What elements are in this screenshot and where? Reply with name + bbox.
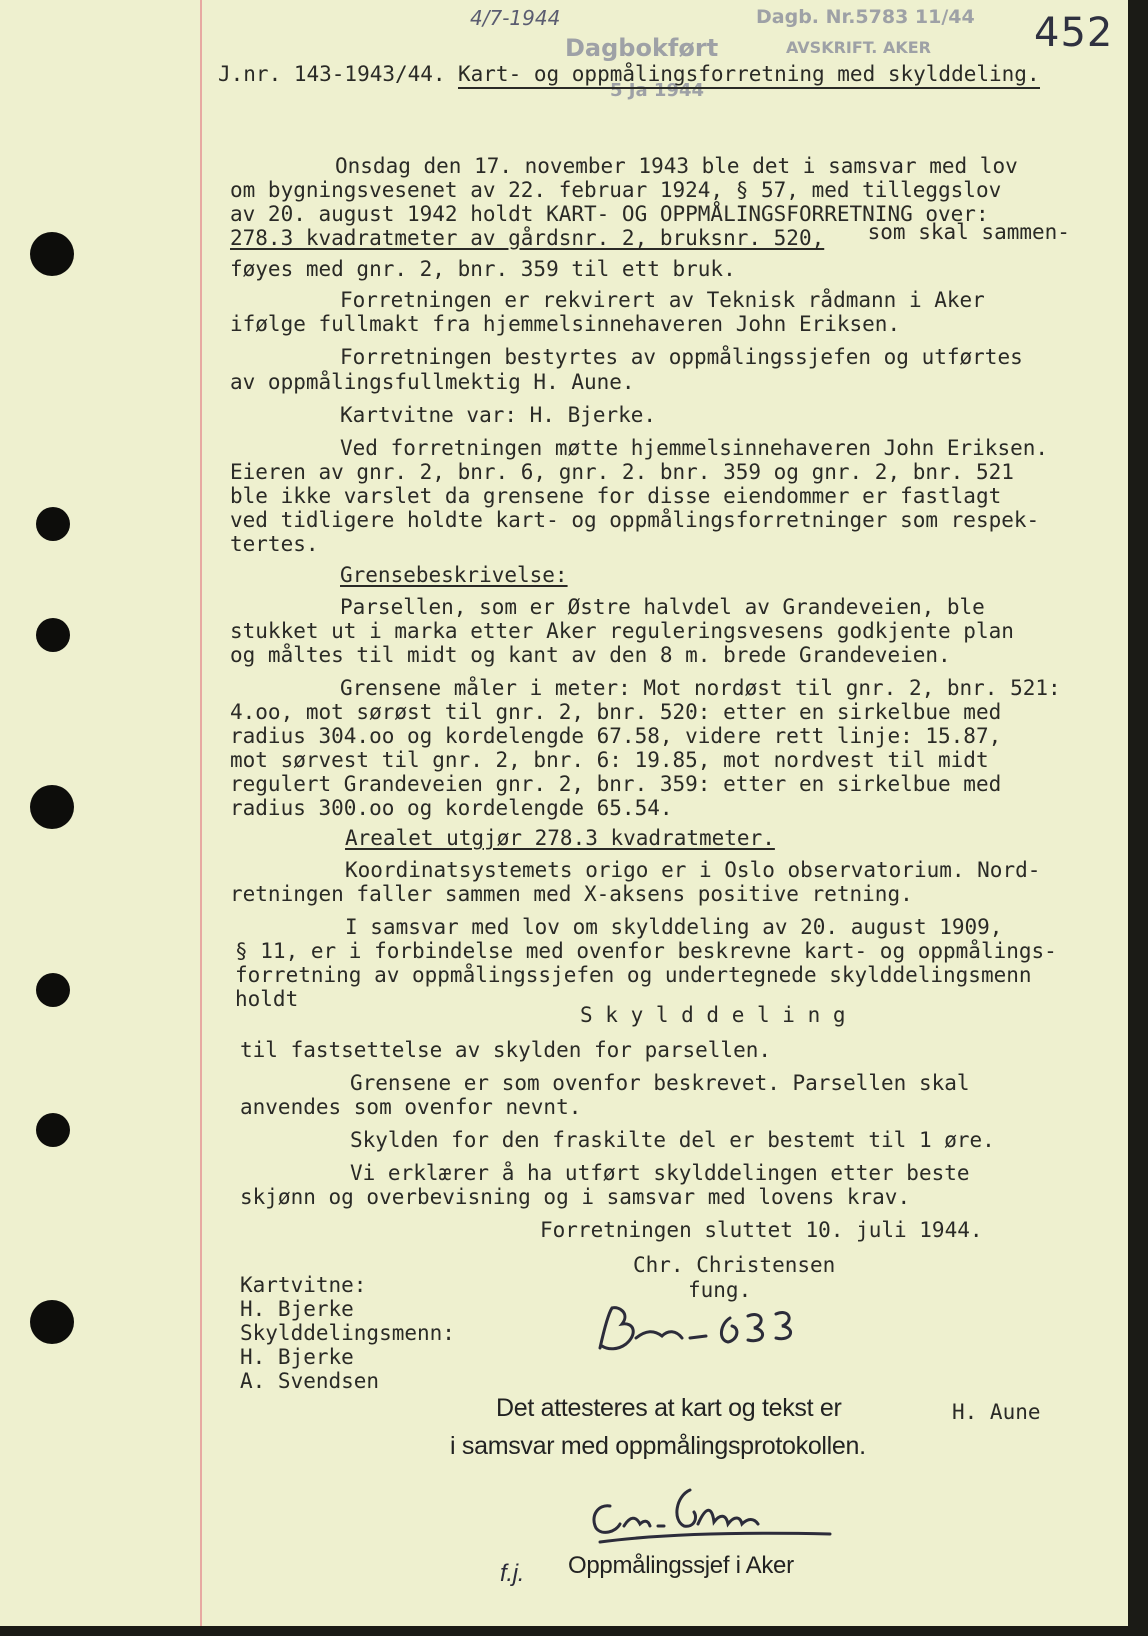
- body-line: Koordinatsystemets origo er i Oslo observatorium. Nord-: [345, 858, 1041, 882]
- body-line: Grensene måler i meter: Mot nordøst til gnr. 2, bnr. 521:: [340, 676, 1061, 700]
- attestation-line-2: i samsvar med oppmålingsprotokollen.: [450, 1432, 866, 1460]
- journal-number: J.nr. 143-1943/44.: [218, 62, 446, 86]
- body-line: radius 300.oo og kordelengde 65.54.: [230, 796, 673, 820]
- handwritten-signature-christensen: [580, 1476, 840, 1556]
- body-line: Forretningen er rekvirert av Teknisk rådmann i Aker: [340, 288, 985, 312]
- body-line: 4.oo, mot sørøst til gnr. 2, bnr. 520: etter en sirkelbue med: [230, 700, 1002, 724]
- body-line: anvendes som ovenfor nevnt.: [240, 1095, 582, 1119]
- body-line: av 20. august 1942 holdt KART- OG OPPMÅLINGSFORRETNING over:: [230, 202, 989, 226]
- margin-rule: [200, 0, 202, 1626]
- skylddelingsmann-name: H. Bjerke: [240, 1345, 354, 1369]
- body-line: I samsvar med lov om skylddeling av 20. august 1909,: [345, 915, 1003, 939]
- body-line: Vi erklærer å ha utført skylddelingen etter beste: [350, 1161, 970, 1185]
- handwritten-signature-bm: [590, 1300, 820, 1360]
- attestation-line-1: Det attesteres at kart og tekst er: [496, 1394, 842, 1422]
- body-line: mot sørvest til gnr. 2, bnr. 6: 19.85, mot nordvest til midt: [230, 748, 989, 772]
- section-heading-spaced: S k y l d d e l i n g: [580, 1003, 846, 1027]
- closing-date-line: Forretningen sluttet 10. juli 1944.: [540, 1218, 983, 1242]
- body-line: holdt: [235, 987, 299, 1011]
- document-title: Kart- og oppmålingsforretning med skylddeling.: [458, 62, 1040, 89]
- body-line: ved tidligere holdte kart- og oppmålingsforretninger som respek-: [230, 508, 1040, 532]
- area-statement: Arealet utgjør 278.3 kvadratmeter.: [345, 826, 775, 850]
- body-line: § 11, er i forbindelse med ovenfor beskrevne kart- og oppmålings-: [235, 939, 1057, 963]
- attestation-title: Oppmålingssjef i Aker: [568, 1552, 794, 1579]
- body-line: regulert Grandeveien gnr. 2, bnr. 359: etter en sirkelbue med: [230, 772, 1002, 796]
- body-line: som skal sammen-: [855, 220, 1070, 244]
- signer-title: fung.: [688, 1278, 752, 1302]
- body-line-underlined: 278.3 kvadratmeter av gårdsnr. 2, bruksnr. 520,: [230, 226, 825, 250]
- body-line: Ved forretningen møtte hjemmelsinnehaveren John Eriksen.: [340, 436, 1049, 460]
- body-line: Onsdag den 17. november 1943 ble det i samsvar med lov: [335, 154, 1018, 178]
- dagbok-date-stamp: 5 Ja 1944: [610, 80, 704, 101]
- avskrift-stamp: AVSKRIFT. AKER: [786, 38, 931, 57]
- punch-hole: [36, 618, 70, 652]
- body-line: av oppmålingsfullmektig H. Aune.: [230, 370, 635, 394]
- body-line: Forretningen bestyrtes av oppmålingssjefen og utførtes: [340, 345, 1023, 369]
- body-line: til fastsettelse av skylden for parsellen.: [240, 1038, 772, 1062]
- punch-hole: [36, 1113, 70, 1147]
- signer-name: Chr. Christensen: [633, 1253, 836, 1277]
- body-line: stukket ut i marka etter Aker reguleringsvesens godkjente plan: [230, 619, 1014, 643]
- body-line: føyes med gnr. 2, bnr. 359 til ett bruk.: [230, 257, 736, 281]
- dagbokfort-stamp: Dagbokført: [565, 34, 719, 62]
- skylddelingsmenn-label: Skylddelingsmenn:: [240, 1321, 455, 1345]
- body-line: Parsellen, som er Østre halvdel av Grandeveien, ble: [340, 595, 985, 619]
- punch-hole: [36, 507, 70, 541]
- body-line: radius 304.oo og kordelengde 67.58, videre rett linje: 15.87,: [230, 724, 1002, 748]
- body-line: skjønn og overbevisning og i samsvar med lovens krav.: [240, 1185, 911, 1209]
- punch-hole: [30, 785, 74, 829]
- body-line: Kartvitne var: H. Bjerke.: [340, 403, 657, 427]
- body-line: forretning av oppmålingssjefen og undertegnede skylddelingsmenn: [235, 963, 1032, 987]
- body-line: ble ikke varslet da grensene for disse eiendommer er fastlagt: [230, 484, 1002, 508]
- body-line: ifølge fullmakt fra hjemmelsinnehaveren John Eriksen.: [230, 312, 901, 336]
- body-line: Grensene er som ovenfor beskrevet. Parsellen skal: [350, 1071, 970, 1095]
- dagbok-number-stamp: Dagb. Nr.5783 11/44: [756, 6, 975, 28]
- kartvitne-label: Kartvitne:: [240, 1273, 367, 1297]
- punch-hole: [30, 1300, 74, 1344]
- skylddelingsmann-name: A. Svendsen: [240, 1369, 380, 1393]
- aune-signer: H. Aune: [952, 1400, 1041, 1424]
- punch-hole: [36, 973, 70, 1007]
- body-line: retningen faller sammen med X-aksens positive retning.: [230, 882, 913, 906]
- kartvitne-name: H. Bjerke: [240, 1297, 354, 1321]
- body-line: om bygningsvesenet av 22. februar 1924, § 57, med tilleggslov: [230, 178, 1002, 202]
- body-line: Eieren av gnr. 2, bnr. 6, gnr. 2. bnr. 359 og gnr. 2, bnr. 521: [230, 460, 1014, 484]
- body-line: og måltes til midt og kant av den 8 m. brede Grandeveien.: [230, 643, 951, 667]
- handwritten-date-stamp: 4/7-1944: [470, 6, 561, 30]
- page-number: 452: [1034, 10, 1114, 56]
- body-line: tertes.: [230, 532, 319, 556]
- body-line: Skylden for den fraskilte del er bestemt til 1 øre.: [350, 1128, 995, 1152]
- section-heading: Grensebeskrivelse:: [340, 563, 568, 587]
- attestation-fj: f.j.: [500, 1560, 525, 1587]
- punch-hole: [30, 232, 74, 276]
